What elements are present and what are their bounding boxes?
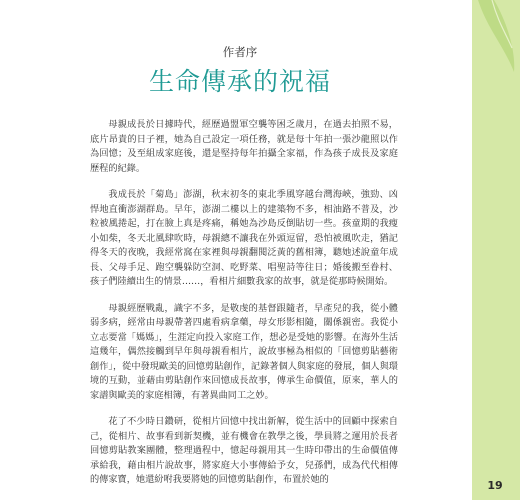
section-label: 作者序: [222, 45, 258, 59]
paragraph: 我成長於「菊島」澎湖，秋末初冬的東北季風穿越台灣海峽，強勁、凶悍地直衝澎湖群島。早年，澎湖二樓以上的建築物不多，相油路不普及，沙粒被風捲起，打在臉上真是疼痛，稱她為沙島反倒貼切一些。孩童期的我瘦小如柴，冬天北風肆吹時，母親總不讓我在外頭逗留，恐怕被風吹走，猶記得冬天的夜晚，我經常窩在家裡與母親翻閱泛黃的舊相簿，聽她述說童年成長、父母手足、跑空襲躲防空洞、吃野菜、唱聖詩等往日；婚後搬至眷村、孩子們陸續出生的情景……，看相片細數我家的故事，就是從那時候開始。: [90, 189, 398, 287]
paragraph: 母親經歷戰亂，識字不多，是敬虔的基督跟隨者，早產兒的我，從小體弱多病，經常由母親帶著四處看病拿藥，母女形影相隨，關係親密。我從小立志要當「媽媽」，生涯定向投入家庭工作，想必是受她的影響。在海外生活這幾年，偶然接觸到早年與母親看相片，說故事極為相似的「回憶剪貼藝術創作」，從中發現歐美的回憶剪貼創作，記錄著個人與家庭的發展，個人與環境的互動，並藉由剪貼創作來回憶成長故事，傳承生命價值，原來，華人的家譜與歐美的家庭相簿，有著異曲同工之妙。: [90, 302, 398, 401]
paragraph: 花了不少時日鑽研，從相片回憶中找出新解，從生活中的回顧中探索自己，從相片、故事看到新契機，並有機會在教學之後，學員將之運用於長者回憶剪貼教案團體，整理過程中，憶起母親用其一生時印帶出的生命價值傳承給我，藉由相片說故事，將家庭大小事傳給予女，兒孫們，成為代代相傳的傳家寶，她還紛咐我要將她的回憶剪貼創作，布置於她的: [90, 416, 398, 485]
paragraph: 母親成長於日據時代，經歷過盟軍空襲等困乏歲月，在過去拍照不易，底片昂貴的日子裡，她為自己設定一項任務，就是每十年拍一張沙龍照以作為回憶；及至組成家庭後，還是堅持每年拍攝全家福，作為孩子成長及家庭歷程的紀錄。: [90, 119, 398, 174]
leaf-decoration-icon: [474, 0, 518, 76]
body-text: [90, 118, 398, 500]
page-number: 19: [487, 479, 503, 492]
page-title: 生命傳承的祝福: [148, 67, 331, 96]
